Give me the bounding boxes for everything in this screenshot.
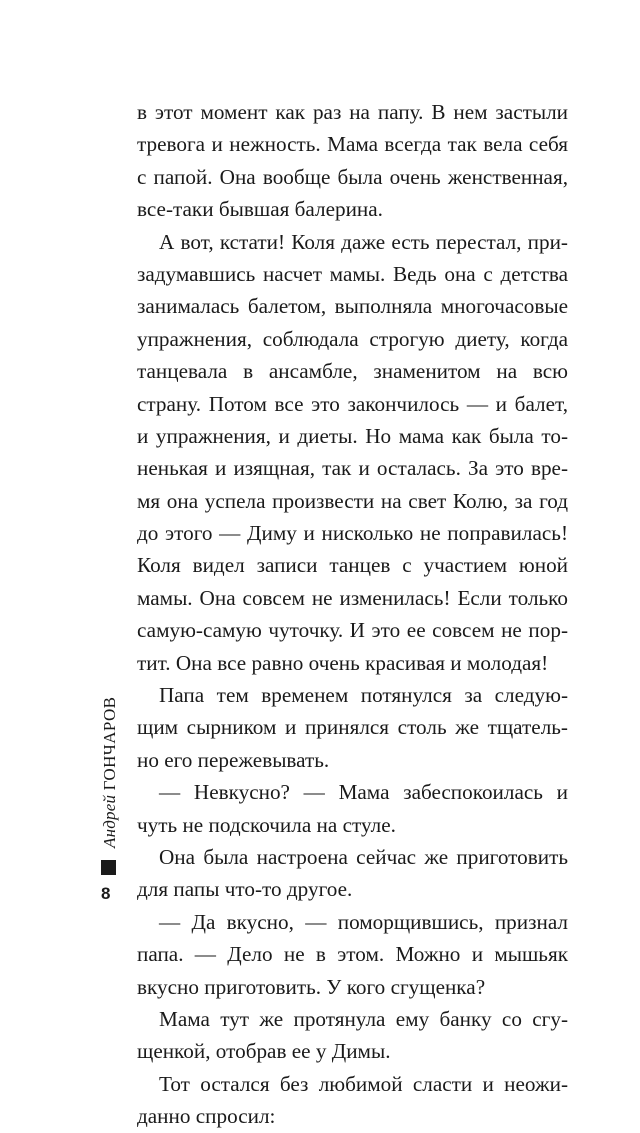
text-line: Коля видел записи танцев с участием юной	[137, 553, 568, 578]
text-line: до этого — Диму и нисколько не поправилась!	[137, 521, 568, 546]
text-line: все-таки бывшая балерина.	[137, 197, 383, 222]
text-line: упражнения, соблюдала строгую диету, когда	[137, 326, 568, 351]
text-line: щенкой, отобрав ее у Димы.	[137, 1039, 391, 1064]
text-line: с папой. Она вообще была очень женственная,	[137, 164, 568, 189]
page-marker-square	[101, 860, 116, 875]
text-line: А вот, кстати! Коля даже есть перестал, при-	[159, 229, 568, 254]
text-line: данно спросил:	[137, 1104, 276, 1129]
text-line: ненькая и изящная, так и осталась. За это вре-	[137, 456, 568, 481]
text-line: Папа тем временем потянулся за следую-	[159, 683, 568, 708]
text-line: чуть не подскочила на стуле.	[137, 812, 396, 837]
text-line: мамы. Она совсем не изменилась! Если только	[137, 585, 568, 610]
author-first-name: Андрей	[100, 794, 119, 848]
text-line: танцевала в ансамбле, знаменитом на всю	[137, 359, 568, 384]
running-head-author	[100, 697, 120, 848]
text-line: Тот остался без любимой сласти и неожи-	[159, 1071, 568, 1096]
text-line: задумавшись насчет мамы. Ведь она с детства	[137, 261, 568, 286]
text-line: в этот момент как раз на папу. В нем застыли	[137, 100, 568, 124]
text-line: самую-самую чуточку. И это ее совсем не пор-	[137, 618, 568, 643]
text-line: — Да вкусно, — поморщившись, признал	[159, 909, 568, 934]
text-line: папа. — Дело не в этом. Можно и мышьяк	[137, 942, 568, 967]
text-line: страну. Потом все это закончилось — и балет,	[137, 391, 568, 416]
text-line: для папы что-то другое.	[137, 877, 353, 902]
page-number: 8	[101, 884, 111, 903]
text-line: тревога и нежность. Мама всегда так вела себя	[137, 132, 568, 157]
text-line: вкусно приготовить. У кого сгущенка?	[137, 974, 486, 999]
text-line: — Невкусно? — Мама забеспокоилась и	[159, 780, 568, 805]
text-line: и упражнения, и диеты. Но мама как была то-	[137, 423, 568, 448]
text-line: мя она успела произвести на свет Колю, за год	[137, 488, 568, 513]
text-line: занималась балетом, выполняла многочасовые	[137, 294, 568, 319]
text-line: Она была настроена сейчас же приготовить	[159, 844, 568, 869]
text-line: щим сырником и принялся столь же тщатель-	[137, 715, 568, 740]
text-line: но его пережевывать.	[137, 747, 330, 772]
text-line: Мама тут же протянула ему банку со сгу-	[159, 1006, 568, 1031]
text-line: тит. Она все равно очень красивая и молодая!	[137, 650, 549, 675]
page-text	[137, 96, 568, 1133]
author-last-name: ГОНЧАРОВ	[100, 696, 119, 791]
